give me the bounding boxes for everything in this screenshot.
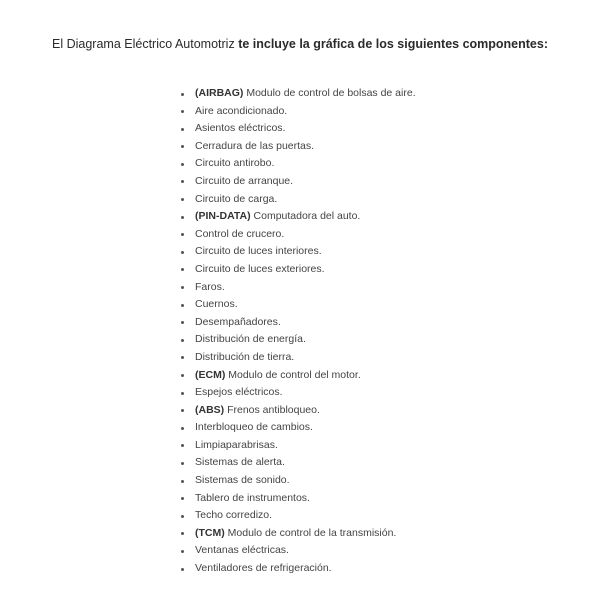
component-label: Tablero de instrumentos. bbox=[195, 491, 310, 504]
list-item bbox=[176, 367, 416, 385]
bullet-icon bbox=[181, 321, 184, 324]
list-item bbox=[176, 560, 416, 578]
bullet-icon bbox=[181, 93, 184, 96]
component-list bbox=[176, 85, 416, 578]
list-item bbox=[176, 349, 416, 367]
component-label: Interbloqueo de cambios. bbox=[195, 421, 313, 434]
component-label: Modulo de control del motor. bbox=[225, 368, 361, 381]
bullet-icon bbox=[181, 145, 184, 148]
component-label: Distribución de tierra. bbox=[195, 350, 295, 363]
list-item bbox=[176, 402, 416, 420]
bullet-icon bbox=[181, 444, 184, 447]
component-label: Desempañadores. bbox=[195, 315, 281, 328]
list-item bbox=[176, 226, 416, 244]
list-item bbox=[176, 120, 416, 138]
list-item bbox=[176, 103, 416, 121]
component-label: Frenos antibloqueo. bbox=[224, 403, 320, 416]
bullet-icon bbox=[181, 251, 184, 254]
bullet-icon bbox=[181, 198, 184, 201]
component-label: Circuito de arranque. bbox=[195, 174, 294, 187]
bullet-icon bbox=[181, 497, 184, 500]
component-code: (PIN-DATA) bbox=[195, 210, 251, 223]
list-item bbox=[176, 173, 416, 191]
bullet-icon bbox=[181, 568, 184, 571]
component-label: Techo corredizo. bbox=[195, 509, 273, 522]
bullet-icon bbox=[181, 128, 184, 131]
component-label: Limpiaparabrisas. bbox=[195, 438, 278, 451]
list-item bbox=[176, 208, 416, 226]
page-heading bbox=[0, 36, 600, 53]
bullet-icon bbox=[181, 286, 184, 289]
list-item bbox=[176, 384, 416, 402]
bullet-icon bbox=[181, 180, 184, 183]
list-item bbox=[176, 437, 416, 455]
component-label: Distribución de energía. bbox=[195, 333, 306, 346]
list-item bbox=[176, 155, 416, 173]
list-item bbox=[176, 331, 416, 349]
heading-bold-text: te incluye la gráfica de los siguientes componentes: bbox=[238, 37, 548, 51]
bullet-icon bbox=[181, 480, 184, 483]
bullet-icon bbox=[181, 532, 184, 535]
component-label: Circuito de luces exteriores. bbox=[195, 262, 325, 275]
list-item bbox=[176, 296, 416, 314]
component-code: (ABS) bbox=[195, 403, 225, 416]
list-item bbox=[176, 261, 416, 279]
bullet-icon bbox=[181, 462, 184, 465]
bullet-icon bbox=[181, 374, 184, 377]
bullet-icon bbox=[181, 216, 184, 219]
list-item bbox=[176, 490, 416, 508]
component-label: Asientos eléctricos. bbox=[195, 122, 286, 135]
bullet-icon bbox=[181, 356, 184, 359]
bullet-icon bbox=[181, 427, 184, 430]
component-label: Sistemas de alerta. bbox=[195, 456, 285, 469]
component-label: Cuernos. bbox=[195, 298, 238, 311]
bullet-icon bbox=[181, 304, 184, 307]
bullet-icon bbox=[181, 163, 184, 166]
component-label: Cerradura de las puertas. bbox=[195, 139, 315, 152]
bullet-icon bbox=[181, 550, 184, 553]
list-item bbox=[176, 85, 416, 103]
component-label: Circuito antirobo. bbox=[195, 157, 275, 170]
list-item bbox=[176, 243, 416, 261]
heading-normal-text: El Diagrama Eléctrico Automotriz bbox=[52, 37, 239, 51]
component-label: Ventiladores de refrigeración. bbox=[195, 562, 332, 575]
component-label: Control de crucero. bbox=[195, 227, 285, 240]
component-code: (ECM) bbox=[195, 368, 226, 381]
list-item bbox=[176, 314, 416, 332]
component-label: Ventanas eléctricas. bbox=[195, 544, 289, 557]
component-label: Modulo de control de la transmisión. bbox=[224, 526, 397, 539]
component-label: Circuito de luces interiores. bbox=[195, 245, 322, 258]
bullet-icon bbox=[181, 392, 184, 395]
component-label: Faros. bbox=[195, 280, 225, 293]
component-label: Sistemas de sonido. bbox=[195, 474, 290, 487]
list-item bbox=[176, 542, 416, 560]
component-label: Computadora del auto. bbox=[250, 210, 361, 223]
component-label: Espejos eléctricos. bbox=[195, 386, 283, 399]
list-item bbox=[176, 454, 416, 472]
list-item bbox=[176, 279, 416, 297]
list-item bbox=[176, 525, 416, 543]
component-code: (TCM) bbox=[195, 526, 225, 539]
bullet-icon bbox=[181, 515, 184, 518]
list-item bbox=[176, 191, 416, 209]
list-item bbox=[176, 472, 416, 490]
list-item bbox=[176, 138, 416, 156]
list-item bbox=[176, 507, 416, 525]
bullet-icon bbox=[181, 233, 184, 236]
component-label: Modulo de control de bolsas de aire. bbox=[243, 87, 416, 99]
bullet-icon bbox=[181, 339, 184, 342]
component-code: (AIRBAG) bbox=[195, 87, 244, 99]
component-label: Aire acondicionado. bbox=[195, 104, 288, 117]
component-label: Circuito de carga. bbox=[195, 192, 278, 205]
bullet-icon bbox=[181, 110, 184, 113]
bullet-icon bbox=[181, 409, 184, 412]
list-item bbox=[176, 419, 416, 437]
bullet-icon bbox=[181, 268, 184, 271]
